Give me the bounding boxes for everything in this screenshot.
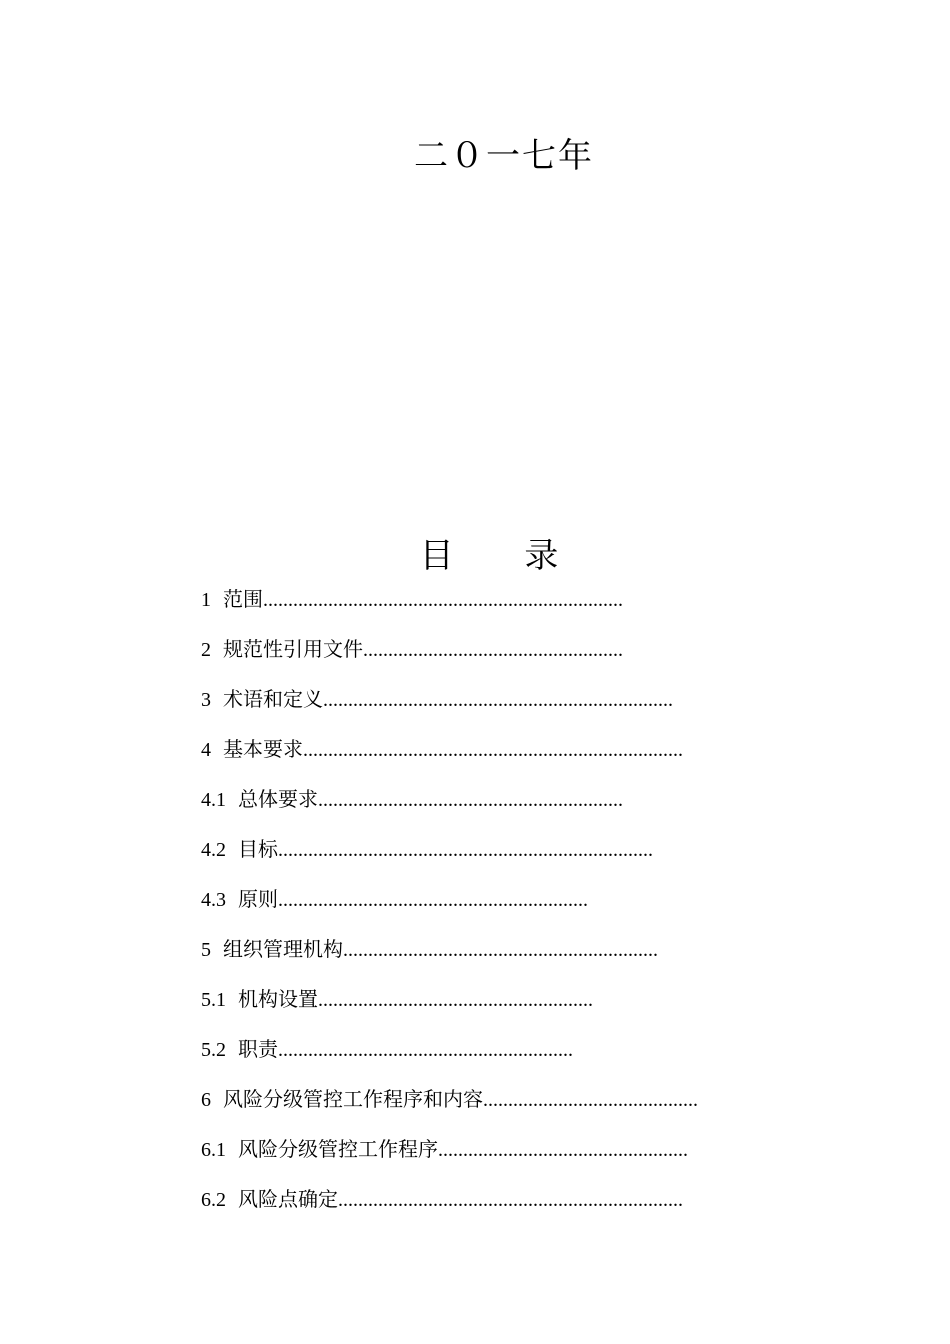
toc-entry-leader: ........................................................... [278,1039,573,1061]
toc-entry[interactable] [201,1134,698,1184]
toc-entry-number: 5.2 [201,1039,226,1061]
toc-entry-leader: ........................................................................ [263,589,623,611]
toc-entry-number: 4.1 [201,789,226,811]
toc-entry[interactable] [201,884,698,934]
toc-entry-number: 4.2 [201,839,226,861]
toc-entry-leader: ........................................................................... [278,839,653,861]
toc-entry-number: 6.1 [201,1139,226,1161]
toc-entry-title: 风险点确定 [238,1187,338,1211]
toc-entry[interactable] [201,784,698,834]
toc-entry-leader: ....................................................... [318,989,593,1011]
toc-entry-title: 目标 [238,837,278,861]
toc-entry-number: 4 [201,739,211,761]
toc-entry-number: 1 [201,589,211,611]
toc-entry-number: 6 [201,1089,211,1111]
toc-entry-number: 4.3 [201,889,226,911]
toc-entry-title: 风险分级管控工作程序 [238,1137,438,1161]
toc-entry-title: 组织管理机构 [223,937,343,961]
table-of-contents [201,584,698,1234]
toc-entry-leader: ............................................................................ [303,739,683,761]
toc-entry-number: 5.1 [201,989,226,1011]
toc-entry-leader: ............................................................... [343,939,658,961]
toc-entry-leader: ...................................................................... [323,689,673,711]
toc-entry[interactable] [201,1084,698,1134]
toc-entry-title: 规范性引用文件 [223,637,363,661]
toc-entry-title: 范围 [223,587,263,611]
toc-entry[interactable] [201,1034,698,1084]
toc-entry[interactable] [201,1184,698,1234]
toc-entry-number: 6.2 [201,1189,226,1211]
toc-heading: 目 录 [419,536,589,576]
document-year: 二０一七年 [414,136,594,176]
toc-entry-leader: ..................................................................... [338,1189,683,1211]
toc-entry-title: 职责 [238,1037,278,1061]
toc-entry-leader: ........................................... [483,1089,698,1111]
toc-entry-number: 2 [201,639,211,661]
toc-entry-title: 机构设置 [238,987,318,1011]
toc-entry-leader: .............................................................. [278,889,588,911]
toc-entry-leader: ............................................................. [318,789,623,811]
toc-entry-title: 原则 [238,887,278,911]
toc-entry-leader: .................................................... [363,639,623,661]
toc-entry[interactable] [201,634,698,684]
toc-entry[interactable] [201,734,698,784]
toc-entry-leader: .................................................. [438,1139,688,1161]
toc-entry[interactable] [201,684,698,734]
toc-entry-title: 基本要求 [223,737,303,761]
toc-entry-title: 风险分级管控工作程序和内容 [223,1087,483,1111]
toc-entry[interactable] [201,584,698,634]
toc-entry-number: 3 [201,689,211,711]
toc-entry-title: 总体要求 [238,787,318,811]
toc-entry-number: 5 [201,939,211,961]
toc-entry-title: 术语和定义 [223,687,323,711]
toc-entry[interactable] [201,834,698,884]
toc-entry[interactable] [201,934,698,984]
toc-entry[interactable] [201,984,698,1034]
